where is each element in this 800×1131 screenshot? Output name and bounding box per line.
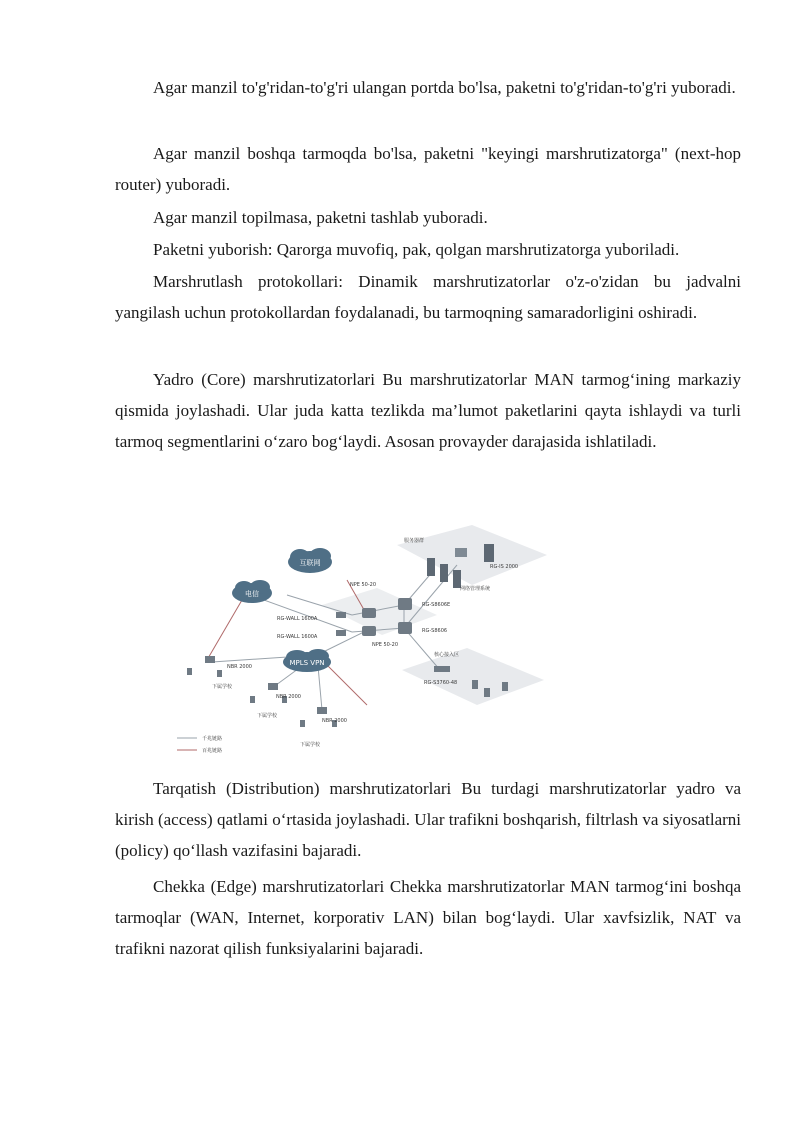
label-nbr-1: NBR 2000: [227, 664, 252, 670]
label-branch-2: 下属学校: [257, 713, 278, 719]
label-npe-bottom: NPE 50-20: [372, 642, 399, 648]
access-pc-2: [484, 688, 490, 697]
label-branch-3: 下属学校: [300, 742, 321, 748]
access-pc-3: [502, 682, 508, 691]
label-storage: RG-IS 2000: [490, 564, 519, 570]
npe-router-top: [362, 608, 376, 618]
paragraph-distribution-routers: Tarqatish (Distribution) marshrutizatorlari Bu turdagi marshrutizatorlar yadro va kirish (access) qatlami o‘rtasida joylashadi. Ular trafikni boshqarish, filtrlash va siyosatlarni (policy) qo‘llash vazifasini bajaradi.: [115, 779, 741, 860]
server-zone-platform: [397, 525, 547, 585]
paragraph-routing-protocols: Marshrutlash protokollari: Dinamik marshrutizatorlar o'z-o'zidan bu jadvalni yangilash uchun protokollardan foydalanadi, bu tarmoqning samaradorligini oshiradi.: [115, 272, 741, 322]
label-core-1: RG-S8606E: [422, 602, 451, 608]
access-pc-1: [472, 680, 478, 689]
access-switch: [434, 666, 450, 672]
label-core-2: RG-S8606: [422, 628, 448, 634]
cloud-edu-label: 互联网: [299, 559, 321, 567]
branch-3-pc-a: [300, 720, 305, 727]
network-topology-diagram: [172, 520, 552, 765]
label-mgmt: 网络管理系统: [460, 586, 491, 592]
label-nbr-2: NBR 2000: [276, 694, 301, 700]
legend-fast: 百兆链路: [202, 748, 223, 754]
firewall-1: [336, 612, 346, 618]
label-npe-top: NPE 50-20: [350, 582, 377, 588]
paragraph-direct-port: Agar manzil to'g'ridan-to'g'ri ulangan portda bo'lsa, paketni to'g'ridan-to'g'ri yuboradi.: [153, 78, 736, 97]
core-switch-2: [398, 622, 412, 634]
nbr-router-2: [268, 683, 278, 690]
branch-1-pc-a: [187, 668, 192, 675]
firewall-2: [336, 630, 346, 636]
label-branch-1: 下属学校: [212, 684, 233, 690]
server-2: [440, 564, 448, 582]
core-switch-1: [398, 598, 412, 610]
paragraph-edge-routers: Chekka (Edge) marshrutizatorlari Chekka marshrutizatorlar MAN tarmog‘ini boshqa tarmoqlar (WAN, Internet, korporativ LAN) bilan bog‘laydi. Ular xavfsizlik, NAT va trafikni nazorat qilish funksiyalarini bajaradi.: [115, 877, 741, 958]
nbr-router-1: [205, 656, 215, 663]
storage-device: [484, 544, 494, 562]
server-1: [427, 558, 435, 576]
legend-gigabit: 千兆链路: [202, 736, 223, 742]
label-wall-1: RG-WALL 1600A: [277, 616, 318, 622]
label-access-zone: 核心接入区: [434, 652, 460, 658]
branch-2-pc-a: [250, 696, 255, 703]
paragraph-next-hop: Agar manzil boshqa tarmoqda bo'lsa, paketni "keyingi marshrutizatorga" (next-hop router) yuboradi.: [115, 144, 741, 194]
paragraph-forwarding: Paketni yuborish: Qarorga muvofiq, pak, qolgan marshrutizatorga yuboriladi.: [153, 240, 680, 259]
cloud-mpls-label: MPLS VPN: [289, 659, 325, 667]
cloud-isp: [232, 580, 272, 603]
label-nbr-3: NBR 2000: [322, 718, 347, 724]
mgmt-monitor: [455, 548, 467, 557]
label-wall-2: RG-WALL 1600A: [277, 634, 318, 640]
cloud-mpls: [283, 649, 331, 672]
label-access-switch: RG-S3760-48: [424, 680, 458, 686]
branch-1-pc-b: [217, 670, 222, 677]
access-zone-platform: [402, 648, 544, 705]
network-diagram-svg: [172, 520, 552, 765]
npe-router-bottom: [362, 626, 376, 636]
paragraph-core-routers: Yadro (Core) marshrutizatorlari Bu marshrutizatorlar MAN tarmog‘ining markaziy qismida joylashadi. Ular juda katta tezlikda ma’lumot paketlarini qayta ishlaydi va turli tarmoq segmentlarini o‘zaro bog‘laydi. Asosan provayder darajasida ishlatiladi.: [115, 370, 741, 451]
cloud-edu: [288, 548, 332, 573]
paragraph-drop-packet: Agar manzil topilmasa, paketni tashlab yuboradi.: [153, 208, 488, 227]
cloud-isp-label: 电信: [245, 590, 259, 598]
label-server-zone: 服务器群: [404, 538, 425, 544]
diagram-legend: [177, 735, 222, 754]
nbr-router-3: [317, 707, 327, 714]
